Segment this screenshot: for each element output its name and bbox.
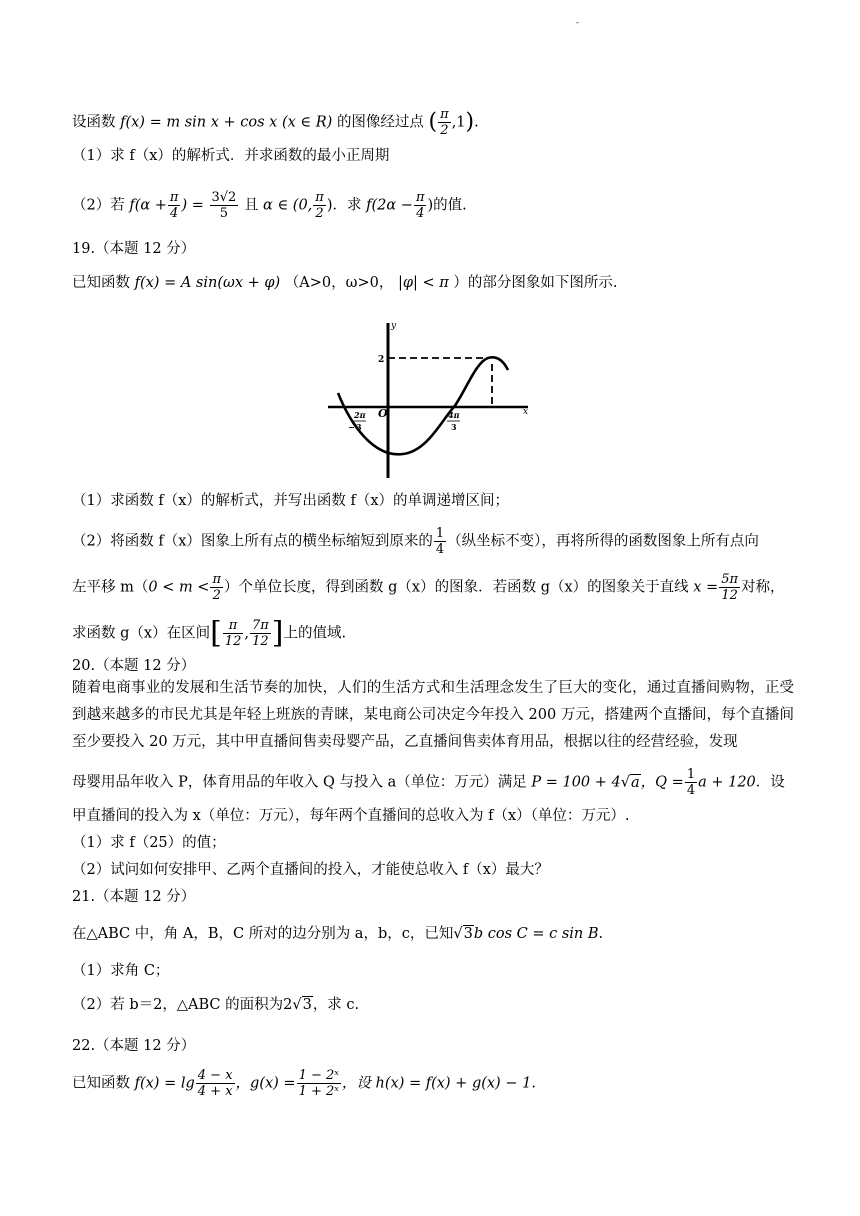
- q20-line3: 甲直播间的投入为 x（单位：万元），每年两个直播间的总收入为 f（x）（单位：万元）.: [72, 808, 630, 824]
- q20-part1: （1）求 f（25）的值；: [72, 835, 226, 851]
- neg-tick-num: 2π: [354, 410, 366, 420]
- q19-part2-interval: 求函数 g（x）在区间[ $\frac{\pi}{12}$ , $\frac{7\pi}{12}$ ]上的值域.: [72, 615, 347, 651]
- q19-part1: （1）求函数 f（x）的解析式，并写出函数 f（x）的单调递增区间；: [72, 493, 510, 509]
- q21-heading: 21.（本题 12 分）: [72, 889, 196, 905]
- pos-tick-den: 3: [451, 422, 457, 432]
- q20-part2: （2）试问如何安排甲、乙两个直播间的投入，才能使总收入 f（x）最大？: [72, 862, 549, 878]
- q19-part2: （2）将函数 f（x）图象上所有点的横坐标缩短到原来的 $\frac{1}{4}$ （纵坐标不变），再将所得的函数图象上所有点向: [72, 526, 759, 557]
- top-mark: -: [576, 18, 579, 27]
- neg-tick-den: 3: [356, 422, 362, 432]
- intro-point-frac: $\frac{\pi}{2}$: [440, 107, 449, 138]
- q22-heading: 22.（本题 12 分）: [72, 1038, 196, 1054]
- q18-part2: （2）若 f(α + $\frac{\pi}{4}$ ) = $\frac{3√2}{5}$ 且 α ∈ (0, $\frac{\pi}{2}$ )．求 f(2α − $\frac{\pi}{4}$ )的值.: [72, 190, 467, 221]
- q19-heading: 19.（本题 12 分）: [72, 241, 196, 257]
- q20-formula-line: 母婴用品年收入 P，体育用品的年收入 Q 与投入 a（单位：万元）满足 P = 100 + 4√a，Q = $\frac{1}{4}$ a + 120．设: [72, 767, 785, 798]
- q20-paragraph: 随着电商事业的发展和生活节奏的加快，人们的生活方式和生活理念发生了巨大的变化，通过直播间购物，正受到越来越多的市民尤其是年轻上班族的青睐，某电商公司决定今年投入 200 万元，搭建两个直播间，每个直播间至少要投入 20 万元，其中甲直播间售卖母婴产品，乙直播间售卖体育用品，根据以往的经营经验，发现: [72, 680, 794, 750]
- intro-prefix: 设函数: [72, 114, 116, 131]
- intro-function: f(x) = m sin x + cos x (x ∈ R): [120, 114, 333, 131]
- q22-statement: 已知函数 f(x) = lg $\frac{4 - x}{4 + x}$ ，g(x) = $\frac{\text{1 − 2ˣ}}{\text{1 + 2ˣ}}$ ，设 h(x) = f(x) + g(x) − 1.: [72, 1068, 536, 1099]
- origin-label: O: [378, 407, 388, 420]
- svg-text:−: −: [348, 422, 355, 432]
- q21-part2: （2）若 b＝2，△ABC 的面积为2√3，求 c.: [72, 997, 360, 1013]
- intro-point-rest: ,1: [451, 114, 466, 131]
- intro-line: 设函数 f(x) = m sin x + cos x (x ∈ R) 的图像经过点 ( $\frac{\pi}{2}$ ,1).: [72, 107, 479, 138]
- y-axis-label: y: [391, 321, 397, 331]
- q20-heading: 20.（本题 12 分）: [72, 658, 196, 674]
- pos-tick-num: 4π: [448, 410, 460, 420]
- intro-mid: 的图像经过点: [336, 114, 424, 131]
- y-tick-label: 2: [378, 355, 385, 365]
- q21-part1: （1）求角 C；: [72, 963, 170, 979]
- q21-statement: 在△ABC 中，角 A，B，C 所对的边分别为 a，b，c，已知√3b cos C = c sin B.: [72, 926, 604, 942]
- q19-statement: 已知函数 f(x) = A sin(ωx + φ) （A>0，ω>0， |φ| < π ）的部分图象如下图所示.: [72, 275, 618, 291]
- x-axis-label: x: [523, 407, 529, 417]
- q18-part1: （1）求 f（x）的解析式．并求函数的最小正周期: [72, 148, 390, 164]
- q19-part2-cont: 左平移 m（0 < m < $\frac{\pi}{2}$ ）个单位长度，得到函数 g（x）的图象．若函数 g（x）的图象关于直线 x = $\frac{5\pi}{12}$ 对称，: [72, 572, 785, 603]
- sine-graph: [328, 318, 538, 480]
